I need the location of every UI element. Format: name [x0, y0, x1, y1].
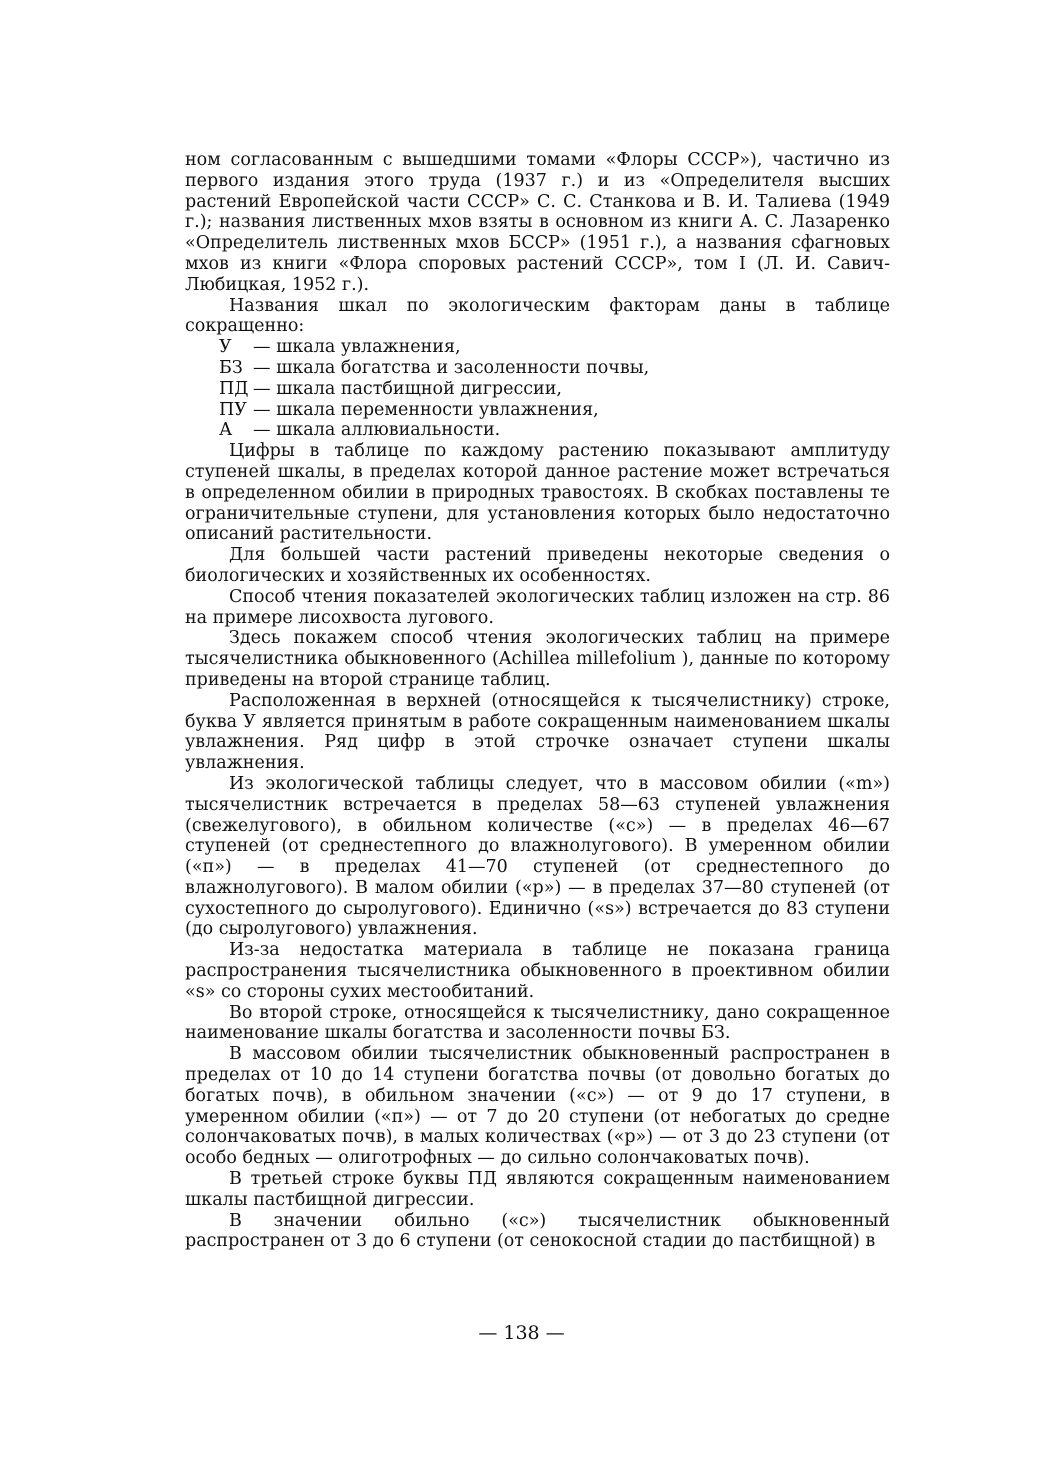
list-item — [219, 379, 890, 400]
paragraph-biology-notes: Для большей части растений приведены некоторые сведения о биологических и хозяйственных их особенностях. — [185, 545, 890, 586]
scale-description: — шкала богатства и засоленности почвы, — [253, 357, 650, 378]
paragraph-numbers-meaning: Цифры в таблице по каждому растению показывают амплитуду ступеней шкалы, в пределах которой данное растение может встречаться в определенном обилии в природных травостоях. В скобках поставлены те ограничительные ступени, для установления которых было недостаточно описаний растительности. — [185, 441, 890, 545]
paragraph-moisture-row: Расположенная в верхней (относящейся к тысячелистнику) строке, буква У является принятым в работе сокращенным наименованием шкалы увлажнения. Ряд цифр в этой строчке означает ступени шкалы увлажнения. — [185, 690, 890, 774]
page-number: — 138 — — [478, 1322, 565, 1344]
scale-description: — шкала переменности увлажнения, — [253, 399, 599, 420]
scale-abbreviation-list — [185, 337, 890, 441]
scale-description: — шкала пастбищной дигрессии, — [253, 378, 562, 399]
paragraph-scales-intro: Названия шкал по экологическим факторам даны в таблице сокращенно: — [185, 295, 890, 337]
scale-abbr: А — [219, 420, 233, 441]
paragraph-third-row: В третьей строке буквы ПД являются сокращенным наименованием шкалы пастбищной дигрессии. — [185, 1169, 890, 1210]
paragraph-missing-data: Из-за недостатка материала в таблице не показана граница распространения тысячелистника обыкновенного в проективном обилии «s» со стороны сухих местообитаний. — [185, 940, 890, 1002]
paragraph-second-row: Во второй строке, относящейся к тысячелистнику, дано сокращенное наименование шкалы богатства и засоленности почвы БЗ. — [185, 1002, 890, 1044]
paragraph-soil-ranges: В массовом обилии тысячелистник обыкновенный распространен в пределах от 10 до 14 ступени богатства почвы (от довольно богатых до богатых почв), в обильном значении («с») — от 9 до 17 ступени, в умеренном обилии («п») — от 7 до 20 ступени (от небогатых до средне солончаковатых почв), в малых количествах («р») — от 3 до 23 ступени (от особо бедных — олиготрофных — до сильно солончаковатых почв). — [185, 1044, 890, 1169]
paragraph-reading-method: Способ чтения показателей экологических таблиц изложен на стр. 86 на примере лисохвоста лугового. — [185, 586, 890, 628]
paragraph-intro-continuation: ном согласованным с вышедшими томами «Флоры СССР»), частично из первого издания этого труда (1937 г.) и из «Определителя высших растений Европейской части СССР» С. С. Станкова и В. И. Талиева (1949 г.); названия лиственных мхов взяты в основном из книги А. С. Лазаренко «Определитель лиственных мхов БССР» (1951 г.), а названия сфагновых мхов из книги «Флора споровых растений СССР», том I (Л. И. Савич-Любицкая, 1952 г.). — [185, 150, 890, 295]
list-item — [219, 400, 890, 421]
scale-abbr: У — [219, 337, 232, 358]
list-item — [219, 358, 890, 379]
paragraph-moisture-ranges: Из экологической таблицы следует, что в массовом обилии («m») тысячелистник встречается в пределах 58—63 ступеней увлажнения (свежелугового), в обильном количестве («с») — в пределах 46—67 ступеней (от среднестепного до влажнолугового). В умеренном обилии («п») — в пределах 41—70 ступеней (от среднестепного до влажнолугового). В малом обилии («р») — в пределах 37—80 ступеней (от сухостепного до сыролугового). Единично («s») встречается до 83 ступени (до сыролугового) увлажнения. — [185, 773, 890, 940]
list-item — [219, 337, 890, 358]
paragraph-yarrow-example: Здесь покажем способ чтения экологических таблиц на примере тысячелистника обыкновенного (Achillea millefolium ), данные по которому приведены на второй странице таблиц. — [185, 628, 890, 690]
scale-abbr: ПУ — [219, 399, 247, 420]
paragraph-grazing-ranges: В значении обильно («с») тысячелистник обыкновенный распространен от 3 до 6 ступени (от сенокосной стадии до пастбищной) в — [185, 1210, 890, 1252]
scale-abbr: БЗ — [219, 357, 243, 378]
scale-description: — шкала увлажнения, — [253, 337, 461, 358]
scale-abbr: ПД — [219, 378, 249, 399]
list-item — [219, 420, 890, 441]
page-body — [185, 150, 890, 1252]
scale-description: — шкала аллювиальности. — [253, 420, 501, 441]
